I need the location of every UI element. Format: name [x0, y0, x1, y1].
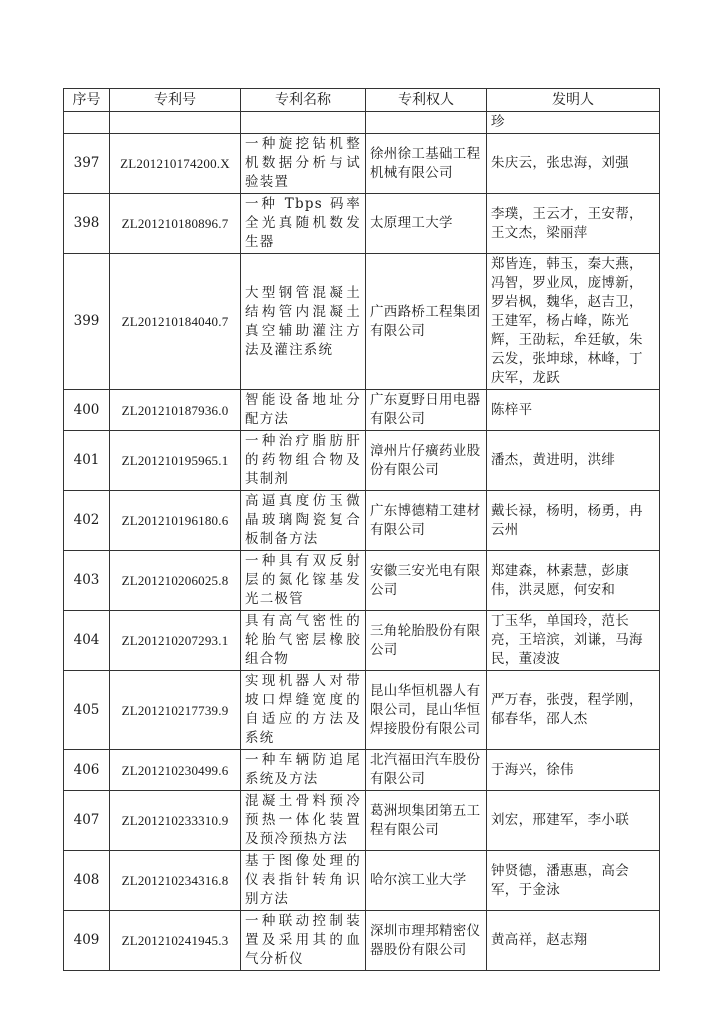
- row-patent-name: 基于图像处理的仪表指针转角识别方法: [241, 851, 366, 911]
- row-patent-holder: 漳州片仔癀药业股份有限公司: [366, 431, 487, 491]
- row-inventors: 于海兴，徐伟: [487, 750, 660, 791]
- row-patent-number: ZL201210174200.X: [110, 134, 241, 194]
- table-row: [64, 194, 660, 254]
- row-patent-name: 高逼真度仿玉微晶玻璃陶瓷复合板制备方法: [241, 491, 366, 551]
- row-inventors: 朱庆云，张忠海，刘强: [487, 134, 660, 194]
- row-inventors: 戴长禄，杨明，杨勇，冉云州: [487, 491, 660, 551]
- row-patent-name: 一种 Tbps 码率全光真随机数发生器: [241, 194, 366, 254]
- row-seq: 406: [64, 750, 110, 791]
- row-patent-name: 混凝土骨料预冷预热一体化装置及预冷预热方法: [241, 791, 366, 851]
- row-patent-name: 一种旋挖钻机整机数据分析与试验装置: [241, 134, 366, 194]
- row-seq: 397: [64, 134, 110, 194]
- row-patent-holder: 广东博德精工建材有限公司: [366, 491, 487, 551]
- table-row: [64, 431, 660, 491]
- row-seq: 404: [64, 611, 110, 671]
- row-inventors: 潘杰，黄进明，洪绯: [487, 431, 660, 491]
- row-patent-name: 一种治疗脂肪肝的药物组合物及其制剂: [241, 431, 366, 491]
- row-patent-holder: 广东夏野日用电器有限公司: [366, 390, 487, 431]
- row-seq: 399: [64, 254, 110, 390]
- row-patent-name: 大型钢管混凝土结构管内混凝土真空辅助灌注方法及灌注系统: [241, 254, 366, 390]
- row-seq: 408: [64, 851, 110, 911]
- row-seq: 400: [64, 390, 110, 431]
- table-row: [64, 611, 660, 671]
- row-inventors: 陈梓平: [487, 390, 660, 431]
- row-seq: 407: [64, 791, 110, 851]
- row-patent-name: [241, 112, 366, 134]
- table-row: [64, 491, 660, 551]
- table-row: [64, 112, 660, 134]
- row-inventors: 刘宏，邢建军，李小联: [487, 791, 660, 851]
- row-inventors: 丁玉华，单国玲，范长亮，王培滨，刘谦，马海民，董凌波: [487, 611, 660, 671]
- row-patent-number: ZL201210241945.3: [110, 911, 241, 971]
- patent-table: [63, 88, 660, 971]
- row-seq: 405: [64, 671, 110, 750]
- row-inventors: 严万春，张弢，程学刚，郁春华，邵人杰: [487, 671, 660, 750]
- row-patent-holder: 太原理工大学: [366, 194, 487, 254]
- row-patent-holder: 安徽三安光电有限公司: [366, 551, 487, 611]
- row-seq: 402: [64, 491, 110, 551]
- table-row: [64, 134, 660, 194]
- row-patent-number: ZL201210207293.1: [110, 611, 241, 671]
- row-patent-number: ZL201210180896.7: [110, 194, 241, 254]
- row-patent-name: 一种车辆防追尾系统及方法: [241, 750, 366, 791]
- row-patent-number: ZL201210187936.0: [110, 390, 241, 431]
- row-patent-holder: 北汽福田汽车股份有限公司: [366, 750, 487, 791]
- row-patent-holder: 广西路桥工程集团有限公司: [366, 254, 487, 390]
- row-patent-name: 一种联动控制装置及采用其的血气分析仪: [241, 911, 366, 971]
- row-patent-holder: 昆山华恒机器人有限公司，昆山华恒焊接股份有限公司: [366, 671, 487, 750]
- row-patent-number: [110, 112, 241, 134]
- row-inventors: 钟贤德，潘惠惠，高会军，于金泳: [487, 851, 660, 911]
- row-patent-name: 具有高气密性的轮胎气密层橡胶组合物: [241, 611, 366, 671]
- table-header: [64, 89, 660, 112]
- row-patent-holder: 深圳市理邦精密仪器股份有限公司: [366, 911, 487, 971]
- row-seq: 401: [64, 431, 110, 491]
- header-name: 专利名称: [241, 89, 366, 112]
- row-patent-name: 实现机器人对带坡口焊缝宽度的自适应的方法及系统: [241, 671, 366, 750]
- row-patent-number: ZL201210233310.9: [110, 791, 241, 851]
- row-patent-name: 智能设备地址分配方法: [241, 390, 366, 431]
- row-seq: 398: [64, 194, 110, 254]
- table-row: [64, 791, 660, 851]
- row-patent-number: ZL201210184040.7: [110, 254, 241, 390]
- table-row: [64, 390, 660, 431]
- row-seq: 403: [64, 551, 110, 611]
- row-inventors: 珍: [487, 112, 660, 134]
- row-patent-holder: 徐州徐工基础工程机械有限公司: [366, 134, 487, 194]
- row-patent-holder: [366, 112, 487, 134]
- row-patent-holder: 葛洲坝集团第五工程有限公司: [366, 791, 487, 851]
- header-number: 专利号: [110, 89, 241, 112]
- row-patent-name: 一种具有双反射层的氮化镓基发光二极管: [241, 551, 366, 611]
- table-body: [64, 112, 660, 971]
- table-row: [64, 254, 660, 390]
- table-row: [64, 851, 660, 911]
- row-patent-number: ZL201210217739.9: [110, 671, 241, 750]
- table-row: [64, 911, 660, 971]
- row-seq: 409: [64, 911, 110, 971]
- row-inventors: 李璞，王云才，王安帮，王文杰，梁丽萍: [487, 194, 660, 254]
- row-inventors: 郑建森，林素慧，彭康伟，洪灵愿，何安和: [487, 551, 660, 611]
- row-patent-number: ZL201210206025.8: [110, 551, 241, 611]
- row-patent-number: ZL201210195965.1: [110, 431, 241, 491]
- table-row: [64, 551, 660, 611]
- header-seq: 序号: [64, 89, 110, 112]
- header-holder: 专利权人: [366, 89, 487, 112]
- row-patent-number: ZL201210234316.8: [110, 851, 241, 911]
- row-inventors: 黄高祥，赵志翔: [487, 911, 660, 971]
- header-inventors: 发明人: [487, 89, 660, 112]
- row-patent-holder: 哈尔滨工业大学: [366, 851, 487, 911]
- table-row: [64, 750, 660, 791]
- row-patent-number: ZL201210196180.6: [110, 491, 241, 551]
- row-patent-holder: 三角轮胎股份有限公司: [366, 611, 487, 671]
- header-row: [64, 89, 660, 112]
- table-row: [64, 671, 660, 750]
- row-patent-number: ZL201210230499.6: [110, 750, 241, 791]
- row-inventors: 郑皆连，韩玉，秦大燕，冯智，罗业凤，庞博新，罗岩枫，魏华，赵吉卫，王建军，杨占峰，陈光辉，王劭耘，牟廷敏，朱云发，张坤球，林峰，丁庆军，龙跃: [487, 254, 660, 390]
- row-seq: [64, 112, 110, 134]
